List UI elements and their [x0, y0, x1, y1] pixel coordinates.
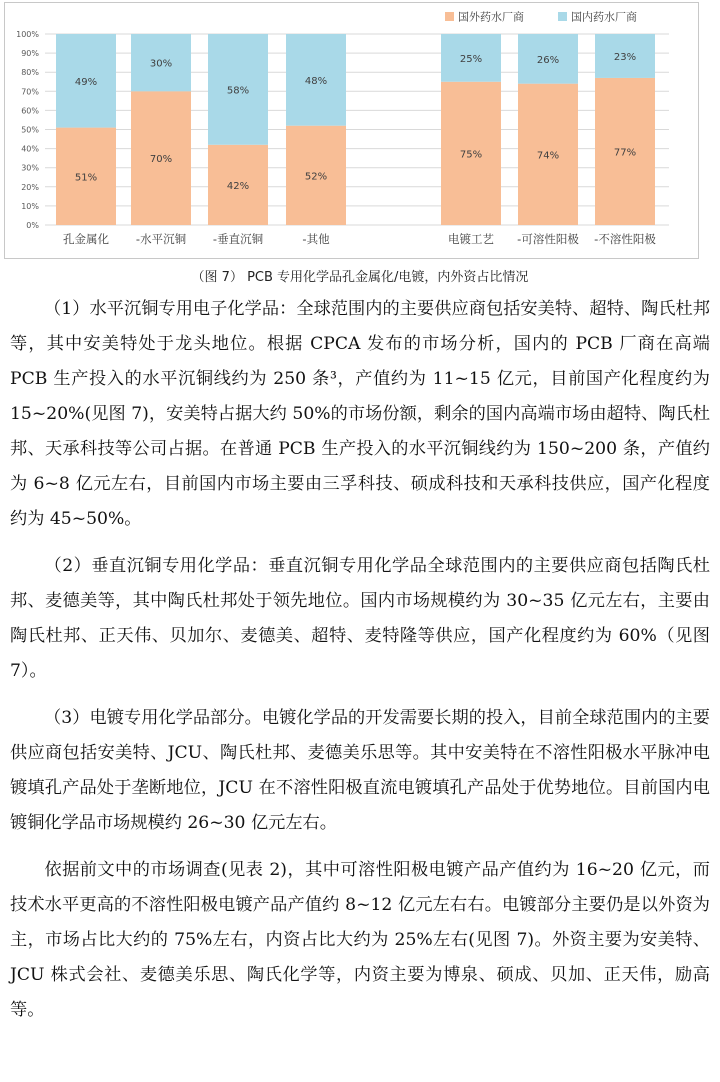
y-tick-label: 30%	[21, 163, 39, 173]
category-label: 电镀工艺	[448, 232, 494, 246]
category-label: -不溶性阳极	[594, 232, 656, 246]
legend-swatch	[445, 12, 454, 21]
paragraph-electroplating	[10, 701, 710, 841]
y-tick-label: 50%	[21, 125, 39, 135]
figure-caption: （图 7） PCB 专用化学品孔金属化/电镀，内外资占比情况	[191, 270, 529, 285]
paragraph-text: （2）垂直沉铜专用化学品：垂直沉铜专用化学品全球范围内的主要供应商包括陶氏杜邦、麦德美等，其中陶氏杜邦处于领先地位。国内市场规模约为 30~35 亿元左右，主要由陶氏杜邦、正天伟、贝加尔、麦德美、超特、麦特隆等供应，国产化程度约为 60%（见图 7）。	[10, 556, 710, 681]
data-label-domestic: 58%	[226, 85, 250, 97]
data-label-foreign: 75%	[459, 149, 483, 161]
y-tick-label: 60%	[21, 106, 39, 116]
y-tick-label: 10%	[21, 201, 39, 211]
data-label-foreign: 42%	[226, 180, 250, 192]
category-label: -垂直沉铜	[212, 232, 264, 246]
data-label-domestic: 26%	[536, 54, 560, 66]
y-tick-label: 0%	[26, 221, 39, 230]
legend-label: 国内药水厂商	[571, 10, 637, 24]
y-tick-label: 90%	[21, 49, 39, 59]
y-tick-label: 40%	[21, 144, 39, 154]
data-label-foreign: 51%	[74, 172, 98, 184]
data-label-foreign: 74%	[536, 150, 560, 162]
category-label: -可溶性阳极	[517, 232, 579, 246]
paragraph-horizontal-copper	[10, 292, 710, 537]
stacked-bar-chart	[4, 2, 699, 259]
paragraph-market-survey	[10, 853, 710, 1028]
legend-label: 国外药水厂商	[458, 10, 524, 24]
data-label-domestic: 30%	[149, 58, 173, 70]
data-label-foreign: 70%	[149, 154, 173, 166]
paragraph-text: （3）电镀专用化学品部分。电镀化学品的开发需要长期的投入，目前全球范围内的主要供应商包括安美特、JCU、陶氏杜邦、麦德美乐思等。其中安美特在不溶性阳极水平脉冲电镀填孔产品处于垄断地位，JCU 在不溶性阳极直流电镀填孔产品处于优势地位。目前国内电镀铜化学品市场规模约 26~30 亿元左右。	[10, 708, 710, 833]
paragraph-text: 依据前文中的市场调查(见表 2)，其中可溶性阳极电镀产品产值约为 16~20 亿元，而技术水平更高的不溶性阳极电镀产品产值约 8~12 亿元左右右。电镀部分主要仍是以外资为主，市场占比大约的 75%左右，内资占比大约为 25%左右(见图 7)。外资主要为安美特、JCU 株式会社、麦德美乐思、陶氏化学等，内资主要为博泉、硕成、贝加、正天伟，励高等。	[10, 860, 710, 1020]
data-label-domestic: 25%	[459, 53, 483, 65]
chart-canvas	[5, 3, 698, 258]
paragraph-text: （1）水平沉铜专用电子化学品：全球范围内的主要供应商包括安美特、超特、陶氏杜邦等，其中安美特处于龙头地位。根据 CPCA 发布的市场分析，国内的 PCB 厂商在高端 PCB 生产投入的水平沉铜线约为 250 条³，产值约为 11~15 亿元，目前国产化程度约为 15~20%(见图 7)，安美特占据大约 50%的市场份额，剩余的国内高端市场由超特、陶氏杜邦、天承科技等公司占据。在普通 PCB 生产投入的水平沉铜线约为 150~200 条，产值约为 6~8 亿元左右，目前国内市场主要由三孚科技、硕成科技和天承科技供应，国产化程度约为 45~50%。	[10, 299, 710, 529]
category-label: -其他	[302, 232, 330, 246]
y-tick-label: 80%	[21, 68, 39, 78]
y-tick-label: 70%	[21, 87, 39, 97]
legend-swatch	[558, 12, 567, 21]
data-label-foreign: 77%	[613, 147, 637, 159]
paragraph-vertical-copper	[10, 549, 710, 689]
data-label-domestic: 48%	[304, 75, 328, 87]
article-body	[10, 292, 710, 1028]
category-label: 孔金属化	[63, 232, 109, 246]
data-label-domestic: 49%	[74, 76, 98, 88]
y-tick-label: 20%	[21, 182, 39, 192]
y-tick-label: 100%	[16, 30, 39, 39]
data-label-foreign: 52%	[304, 171, 328, 183]
data-label-domestic: 23%	[613, 51, 637, 63]
category-label: -水平沉铜	[135, 232, 187, 246]
